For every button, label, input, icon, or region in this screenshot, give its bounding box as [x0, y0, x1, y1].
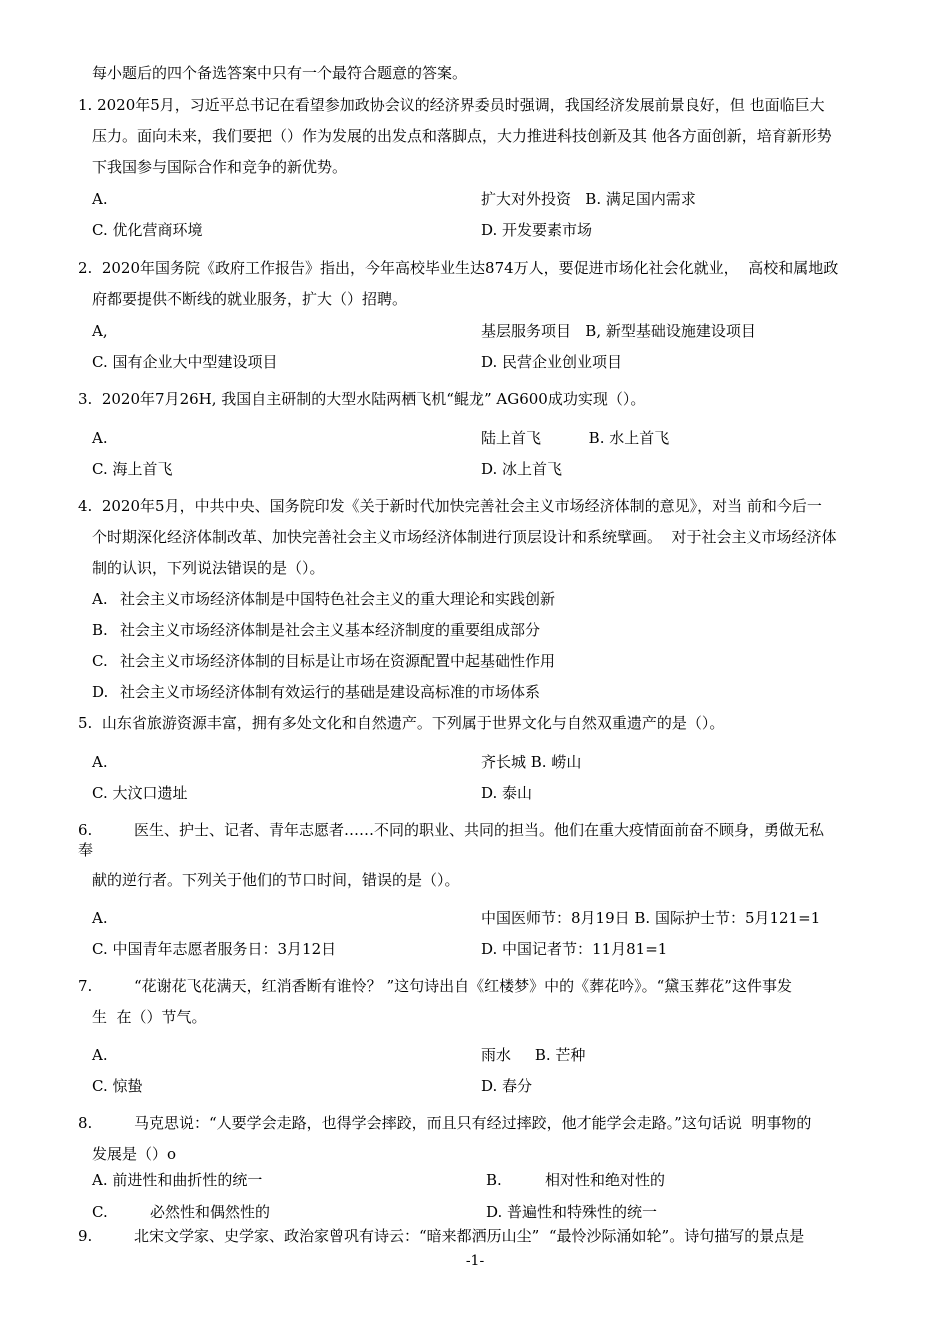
q8-option-b-label: B. [486, 1171, 502, 1189]
intro-text: 每小题后的四个备选答案中只有一个最符合题意的答案。 [92, 64, 468, 82]
q7-number: 7. [78, 977, 93, 995]
q6-option-a: A. [92, 909, 108, 927]
q1-line-2: 压力。面向未来，我们要把（）作为发展的出发点和落脚点，大力推进科技创新及其 他各方面创新，培育新形势 [92, 127, 832, 145]
q6-line-2: 献的逆行者。下列关于他们的节口时间，错误的是（）。 [92, 871, 460, 889]
q6-number: 6. [78, 821, 93, 839]
q5-option-a: A. [92, 753, 108, 771]
q8-number: 8. [78, 1114, 93, 1132]
q4-option-b: 社会主义市场经济体制是社会主义基本经济制度的重要组成部分 [120, 621, 541, 639]
q7-option-d: D. 春分 [481, 1077, 533, 1095]
q2-line-2: 府都要提供不断线的就业服务，扩大（）招聘。 [92, 290, 408, 308]
q7-option-c: C. 惊蛰 [92, 1077, 143, 1095]
q8-option-c: 必然性和偶然性的 [150, 1203, 271, 1221]
q7-line-1: “花谢花飞花满天，红消香断有谁怜？ ”这句诗出自《红楼梦》中的《葬花吟》。“黛玉葬花”这件事发 [134, 977, 792, 995]
q3-option-d: D. 冰上首飞 [481, 460, 563, 478]
q3-option-c: C. 海上首飞 [92, 460, 173, 478]
q5-option-a-b: 齐长城 B. 崂山 [481, 753, 582, 771]
q6-option-d: D. 中国记者节：11月81=1 [481, 940, 668, 958]
q2-line-1: 2. 2020年国务院《政府工作报告》指出，今年高校毕业生达874万人，要促进市场化社会化就业， 高校和属地政 [78, 259, 839, 277]
q4-line-1: 4. 2020年5月，中共中央、国务院印发《关于新时代加快完善社会主义市场经济体制的意见》，对当 前和今后一 [78, 497, 822, 515]
q4-line-2: 个时期深化经济体制改革、加快完善社会主义市场经济体制进行顶层设计和系统擘画。 对于社会主义市场经济体 [92, 528, 837, 546]
q6-option-c: C. 中国青年志愿者服务日：3月12日 [92, 940, 337, 958]
q4-option-a-label: A. [92, 590, 108, 608]
q3-option-a-b: 陆上首飞 B. 水上首飞 [481, 429, 670, 447]
q4-option-d: 社会主义市场经济体制有效运行的基础是建设高标准的市场体系 [120, 683, 541, 701]
q5-line-1: 5. 山东省旅游资源丰富，拥有多处文化和自然遗产。下列属于世界文化与自然双重遗产的是（）。 [78, 714, 725, 732]
q8-line-2: 发展是（）o [92, 1145, 177, 1163]
q4-option-d-label: D. [92, 683, 109, 701]
q2-option-c: C. 国有企业大中型建设项目 [92, 353, 278, 371]
q8-option-c-label: C. [92, 1203, 108, 1221]
q3-option-a: A. [92, 429, 108, 447]
q4-option-a: 社会主义市场经济体制是中国特色社会主义的重大理论和实践创新 [120, 590, 556, 608]
q2-option-d: D. 民营企业创业项目 [481, 353, 623, 371]
q6-line-1: 医生、护士、记者、青年志愿者……不同的职业、共同的担当。他们在重大疫情面前奋不顾身，勇做无私 [134, 821, 825, 839]
page-number: -1- [465, 1253, 485, 1269]
q7-option-a-b: 雨水 B. 芒种 [481, 1046, 586, 1064]
q1-option-a-b: 扩大对外投资 B. 满足国内需求 [481, 190, 696, 208]
q4-option-b-label: B. [92, 621, 108, 639]
q7-option-a: A. [92, 1046, 108, 1064]
q4-line-3: 制的认识，下列说法错误的是（）。 [92, 559, 325, 577]
q6-option-a-b: 中国医师节：8月19日 B. 国际护士节：5月121=1 [481, 909, 821, 927]
q8-option-b: 相对性和绝对性的 [545, 1171, 666, 1189]
q1-line-3: 下我国参与国际合作和竞争的新优势。 [92, 158, 348, 176]
q6-line-1-wrap: 奉 [78, 841, 94, 859]
q7-line-2: 生 在（）节气。 [92, 1008, 207, 1026]
q1-option-d: D. 开发要素市场 [481, 221, 593, 239]
q1-line-1: 1. 2020年5月，习近平总书记在看望参加政协会议的经济界委员时强调，我国经济发展前景良好，但 也面临巨大 [78, 96, 825, 114]
q8-option-a: A. 前进性和曲折性的统一 [92, 1171, 263, 1189]
q8-option-d: D. 普遍性和特殊性的统一 [486, 1203, 658, 1221]
q2-option-a: A, [92, 322, 108, 340]
q4-option-c-label: C. [92, 652, 108, 670]
q8-line-1: 马克思说：“人要学会走路，也得学会摔跤，而且只有经过摔跤，他才能学会走路。”这句话说 明事物的 [134, 1114, 812, 1132]
q1-option-c: C. 优化营商环境 [92, 221, 203, 239]
q5-option-d: D. 泰山 [481, 784, 533, 802]
q9-number: 9. [78, 1227, 93, 1245]
q2-option-a-b: 基层服务项目 B, 新型基础设施建设项目 [481, 322, 756, 340]
q1-option-a: A. [92, 190, 108, 208]
q5-option-c: C. 大汶口遗址 [92, 784, 188, 802]
q4-option-c: 社会主义市场经济体制的目标是让市场在资源配置中起基础性作用 [120, 652, 556, 670]
q9-line-1: 北宋文学家、史学家、政治家曾巩有诗云：“暗来都洒历山尘” “最怜沙际涌如轮”。诗句描写的景点是 [134, 1227, 805, 1245]
q3-line-1: 3. 2020年7月26H, 我国自主研制的大型水陆两栖飞机“鲲龙” AG600成功实现（）。 [78, 390, 646, 408]
